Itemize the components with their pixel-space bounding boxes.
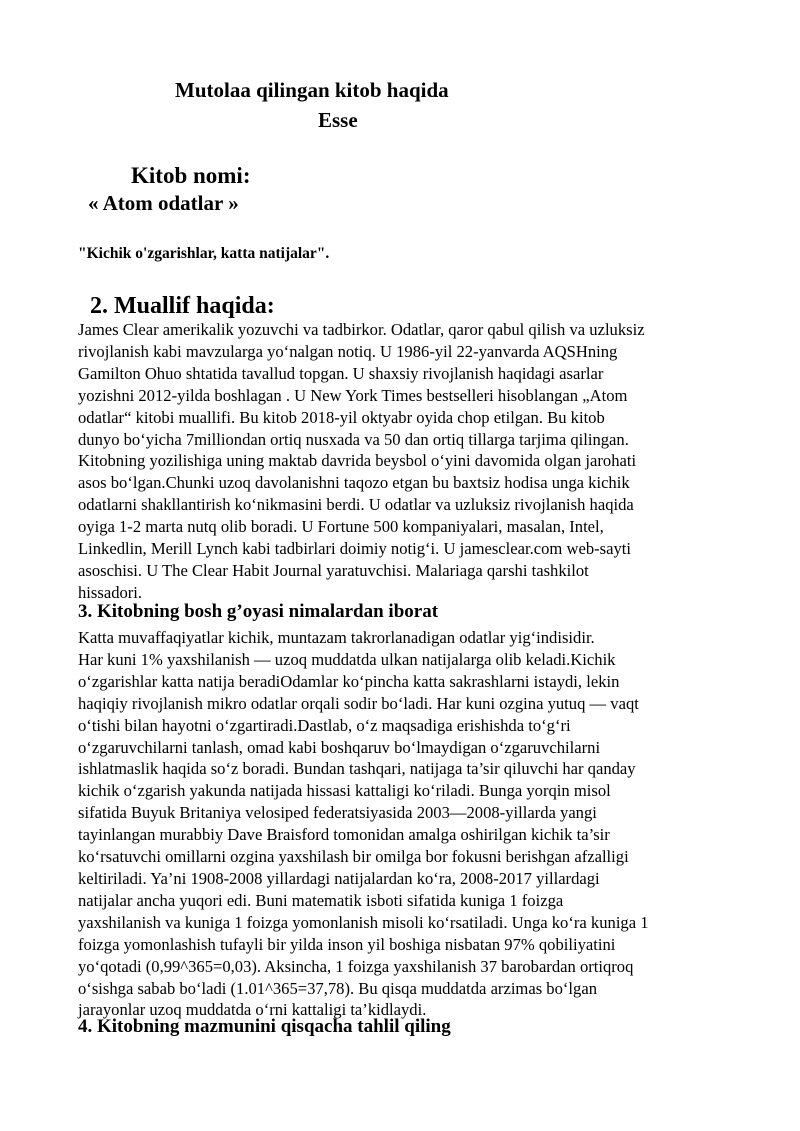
text-line: Katta muvaffaqiyatlar kichik, muntazam takrorlanadigan odatlar yig‘indisidir. <box>78 628 595 647</box>
text-line: jarayonlar uzoq muddatda o‘rni kattaligi ta’kidlaydi. <box>78 1000 427 1020</box>
book-title: « Atom odatlar » <box>88 191 239 215</box>
text-line: odatlarni shakllantirish ko‘nikmasini berdi. U odatlar va uzluksiz rivojlanish haqida <box>78 495 634 515</box>
text-line: dunyo bo‘yicha 7milliondan ortiq nusxada va 50 dan ortiq tillarga tarjima qilingan. <box>78 429 629 449</box>
text-line: tayinlangan murabbiy Dave Braisford tomonidan amalga oshirilgan kichik ta’sir <box>78 825 610 845</box>
text-line: James Clear amerikalik yozuvchi va tadbirkor. Odatlar, qaror qabul qilish va uzluksiz <box>78 320 645 339</box>
text-line: yaxshilanish va kuniga 1 foizga yomonlanish misoli ko‘rsatiladi. Unga ko‘ra kuniga 1 <box>78 912 649 932</box>
text-line: yozishni 2012-yilda boshlagan . U New York Times bestselleri hisoblangan „Atom <box>78 385 628 405</box>
text-line: oyiga 1-2 marta nutq olib boradi. U Fortune 500 kompaniyalari, masalan, Intel, <box>78 517 604 537</box>
section-heading-author: 2. Muallif haqida: <box>90 293 275 319</box>
text-line: o‘zgarishlar katta natija beradiOdamlar ko‘pincha katta sakrashlarni istaydi, lekin <box>78 671 620 691</box>
main-idea-paragraph <box>78 627 778 1021</box>
text-line: kichik o‘zgarish yakunda natijada hissasi kattaligi ko‘riladi. Bunga yorqin misol <box>78 781 611 801</box>
text-line: ishlatmaslik haqida so‘z boradi. Bundan tashqari, natijaga ta’sir qiluvchi har qanday <box>78 759 636 779</box>
text-line: Gamilton Ohuo shtatida tavallud topgan. U shaxsiy rivojlanish haqidagi asarlar <box>78 363 604 383</box>
text-line: o‘zgaruvchilarni tanlash, omad kabi boshqaruv bo‘lmaydigan o‘zgaruvchilarni <box>78 737 601 757</box>
text-line: o‘sishga sabab bo‘ladi (1.01^365=37,78). Bu qisqa muddatda arzimas bo‘lgan <box>78 978 598 998</box>
author-paragraph <box>78 319 778 604</box>
text-line: Linkedlin, Merill Lynch kabi tadbirlari doimiy notig‘i. U jamesclear.com web-sayti <box>78 539 631 559</box>
text-line: Har kuni 1% yaxshilanish — uzoq muddatda ulkan natijalarga olib keladi.Kichik <box>78 649 616 669</box>
section-heading-summary: 4. Kitobning mazmunini qisqacha tahlil qiling <box>78 1016 451 1037</box>
book-tagline: "Kichik o'zgarishlar, katta natijalar". <box>78 245 330 262</box>
text-line: asos bo‘lgan.Chunki uzoq davolanishni taqozo etgan bu baxtsiz hodisa unga kichik <box>78 473 630 493</box>
text-line: haqiqiy rivojlanish mikro odatlar orqali sodir bo‘ladi. Har kuni ozgina yutuq — vaqt <box>78 693 639 713</box>
text-line: rivojlanish kabi mavzularga yo‘nalgan notiq. U 1986-yil 22-yanvarda AQSHning <box>78 341 618 361</box>
book-title-label: Kitob nomi: <box>131 163 251 188</box>
text-line: o‘tishi bilan hayotni o‘zgartiradi.Dastlab, o‘z maqsadiga erishishda to‘g‘ri <box>78 715 571 735</box>
text-line: natijalar ancha yuqori edi. Buni matematik isboti sifatida kuniga 1 foizga <box>78 890 564 910</box>
section-heading-main-idea: 3. Kitobning bosh g’oyasi nimalardan iborat <box>78 601 439 622</box>
text-line: yo‘qotadi (0,99^365=0,03). Aksincha, 1 foizga yaxshilanish 37 barobardan ortiqroq <box>78 956 634 976</box>
essay-title: Mutolaa qilingan kitob haqida <box>175 78 449 102</box>
text-line: hissadori. <box>78 582 143 602</box>
text-line: ko‘rsatuvchi omillarni ozgina yaxshilash bir omilga bor fokusni berishgan afzalligi <box>78 847 629 867</box>
text-line: Kitobning yozilishiga uning maktab davrida beysbol o‘yini davomida olgan jarohati <box>78 451 637 471</box>
essay-subtitle: Esse <box>318 108 358 132</box>
text-line: asoschisi. U The Clear Habit Journal yaratuvchisi. Malariaga qarshi tashkilot <box>78 560 589 580</box>
text-line: keltiriladi. Ya’ni 1908-2008 yillardagi natijalardan ko‘ra, 2008-2017 yillardagi <box>78 868 600 888</box>
text-line: sifatida Buyuk Britaniya velosiped federatsiyasida 2003—2008-yillarda yangi <box>78 803 597 823</box>
text-line: foizga yomonlashish tufayli bir yilda inson yil boshiga nisbatan 97% qobiliyatini <box>78 934 616 954</box>
text-line: odatlar“ kitobi muallifi. Bu kitob 2018-yil oktyabr oyida chop etilgan. Bu kitob <box>78 407 605 427</box>
